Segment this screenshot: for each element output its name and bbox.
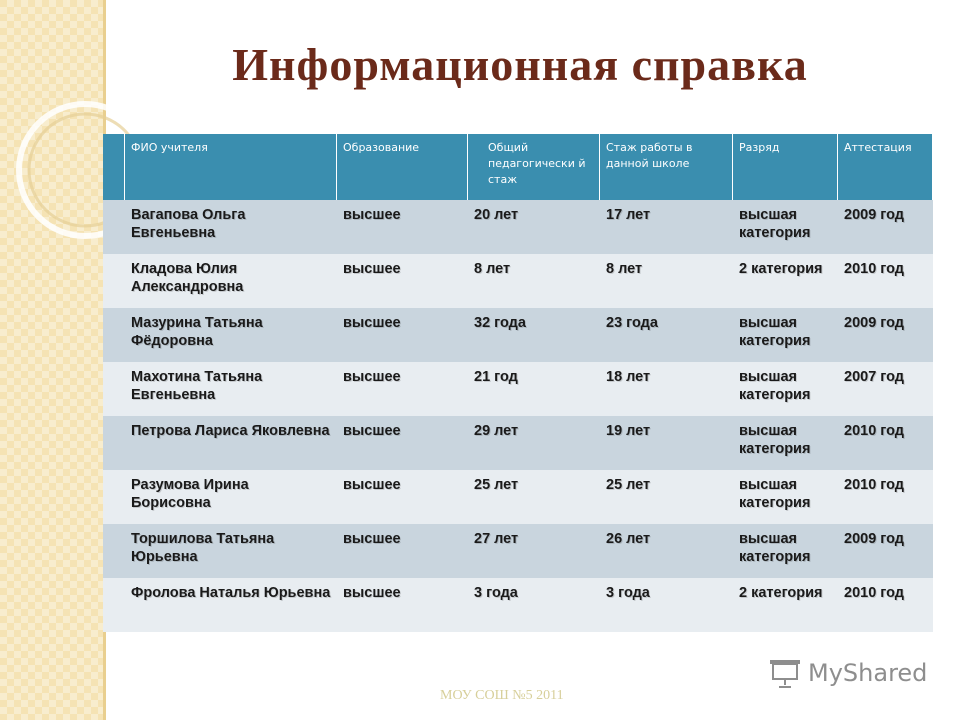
- cell-total-experience: 27 лет: [468, 524, 600, 578]
- cell-education: высшее: [337, 470, 468, 524]
- page-title: Информационная справка: [232, 39, 808, 90]
- cell-total-experience: 32 года: [468, 308, 600, 362]
- cell-education: высшее: [337, 254, 468, 308]
- table-row: [103, 308, 933, 362]
- table-body: [103, 200, 933, 632]
- cell-teacher-name: Петрова Лариса Яковлевна: [125, 416, 337, 470]
- table-row: [103, 578, 933, 632]
- cell-school-experience: 18 лет: [600, 362, 733, 416]
- header-row: [103, 134, 933, 200]
- cell-school-experience: 23 года: [600, 308, 733, 362]
- cell-teacher-name: Мазурина Татьяна Фёдоровна: [125, 308, 337, 362]
- header-total-experience: Общий педагогически й стаж: [468, 134, 600, 200]
- cell-teacher-name: Махотина Татьяна Евгеньевна: [125, 362, 337, 416]
- cell-teacher-name: Фролова Наталья Юрьевна: [125, 578, 337, 632]
- table-row: [103, 362, 933, 416]
- cell-school-experience: 19 лет: [600, 416, 733, 470]
- cell-total-experience: 20 лет: [468, 200, 600, 254]
- cell-teacher-name: Вагапова Ольга Евгеньевна: [125, 200, 337, 254]
- cell-rank: высшая категория: [733, 470, 838, 524]
- cell-education: высшее: [337, 524, 468, 578]
- cell-school-experience: 3 года: [600, 578, 733, 632]
- cell-rank: высшая категория: [733, 524, 838, 578]
- row-spacer: [103, 362, 125, 416]
- row-spacer: [103, 416, 125, 470]
- info-table: [103, 134, 933, 632]
- cell-total-experience: 21 год: [468, 362, 600, 416]
- cell-rank: высшая категория: [733, 308, 838, 362]
- cell-rank: высшая категория: [733, 200, 838, 254]
- row-spacer: [103, 254, 125, 308]
- cell-attestation: 2009 год: [838, 200, 933, 254]
- footer-text: МОУ СОШ №5 2011: [440, 688, 564, 703]
- header-education: Образование: [337, 134, 468, 200]
- cell-rank: 2 категория: [733, 578, 838, 632]
- header-name: ФИО учителя: [125, 134, 337, 200]
- cell-education: высшее: [337, 200, 468, 254]
- table-row: [103, 470, 933, 524]
- cell-attestation: 2009 год: [838, 524, 933, 578]
- cell-school-experience: 26 лет: [600, 524, 733, 578]
- header-school-experience: Стаж работы в данной школе: [600, 134, 733, 200]
- header-rank: Разряд: [733, 134, 838, 200]
- cell-rank: высшая категория: [733, 362, 838, 416]
- cell-rank: высшая категория: [733, 416, 838, 470]
- cell-teacher-name: Разумова Ирина Борисовна: [125, 470, 337, 524]
- myshared-logo: [768, 658, 927, 688]
- header-spacer: [103, 134, 125, 200]
- cell-total-experience: 29 лет: [468, 416, 600, 470]
- cell-total-experience: 3 года: [468, 578, 600, 632]
- row-spacer: [103, 308, 125, 362]
- cell-attestation: 2009 год: [838, 308, 933, 362]
- cell-school-experience: 8 лет: [600, 254, 733, 308]
- cell-total-experience: 8 лет: [468, 254, 600, 308]
- cell-attestation: 2007 год: [838, 362, 933, 416]
- cell-total-experience: 25 лет: [468, 470, 600, 524]
- cell-attestation: 2010 год: [838, 254, 933, 308]
- row-spacer: [103, 200, 125, 254]
- cell-attestation: 2010 год: [838, 578, 933, 632]
- header-attestation: Аттестация: [838, 134, 933, 200]
- cell-attestation: 2010 год: [838, 470, 933, 524]
- row-spacer: [103, 470, 125, 524]
- cell-teacher-name: Торшилова Татьяна Юрьевна: [125, 524, 337, 578]
- logo-text: MyShared: [808, 659, 928, 687]
- table-row: [103, 416, 933, 470]
- cell-school-experience: 17 лет: [600, 200, 733, 254]
- cell-education: высшее: [337, 416, 468, 470]
- cell-education: высшее: [337, 578, 468, 632]
- table-row: [103, 254, 933, 308]
- cell-education: высшее: [337, 362, 468, 416]
- table-row: [103, 200, 933, 254]
- row-spacer: [103, 524, 125, 578]
- cell-rank: 2 категория: [733, 254, 838, 308]
- table-row: [103, 524, 933, 578]
- projector-screen-icon: [768, 658, 802, 688]
- row-spacer: [103, 578, 125, 632]
- cell-school-experience: 25 лет: [600, 470, 733, 524]
- cell-education: высшее: [337, 308, 468, 362]
- cell-teacher-name: Кладова Юлия Александровна: [125, 254, 337, 308]
- cell-attestation: 2010 год: [838, 416, 933, 470]
